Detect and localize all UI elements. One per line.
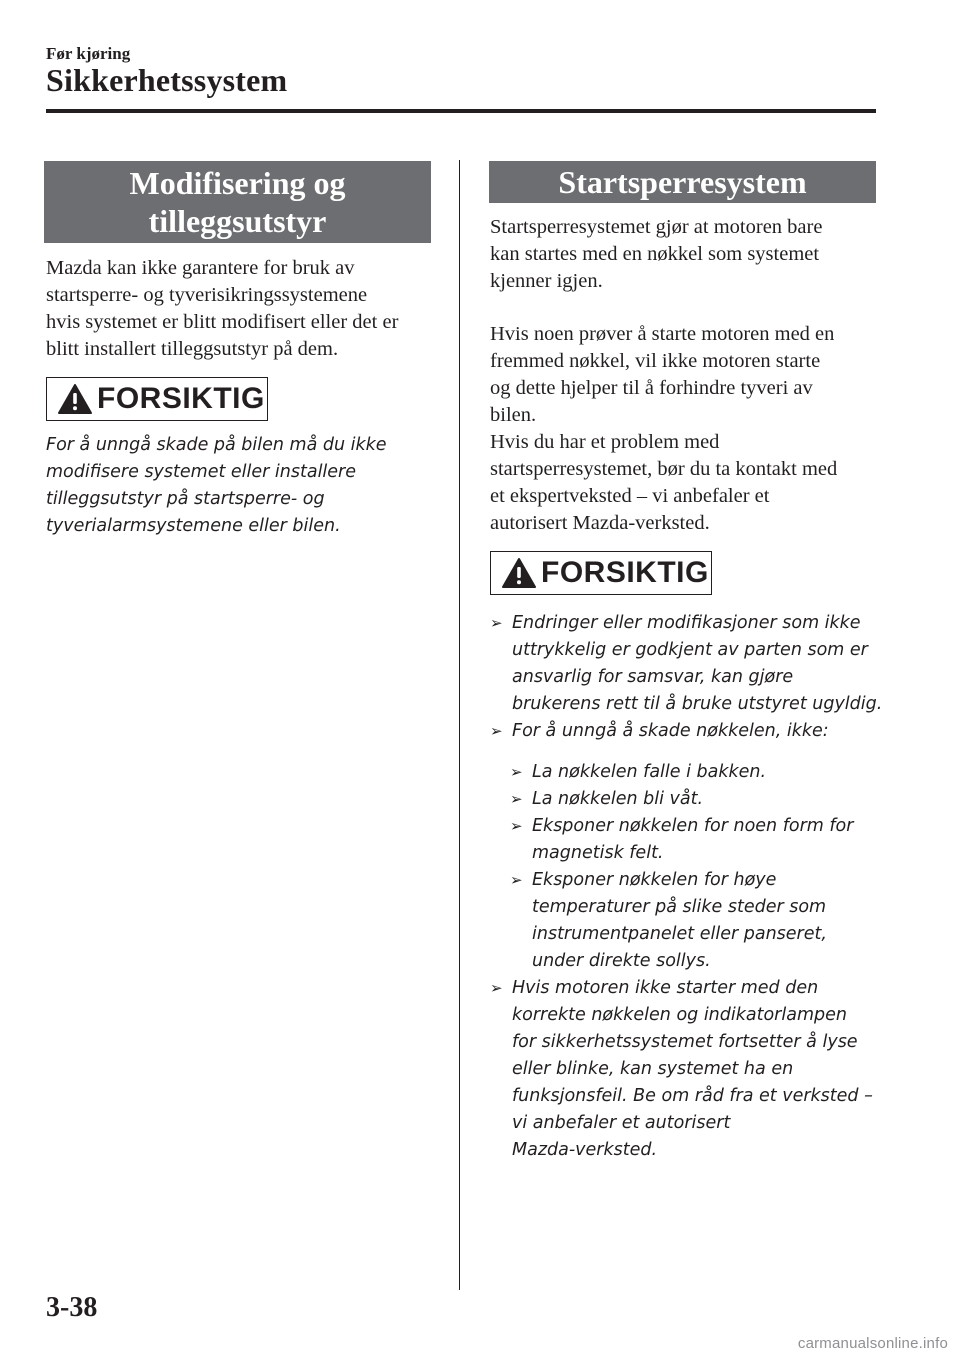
body-line: Hvis noen prøver å starte motoren med en bbox=[490, 323, 835, 345]
column-divider bbox=[459, 160, 460, 1290]
warning-triangle-icon bbox=[501, 557, 537, 589]
body-line: kan startes med en nøkkel som systemet bbox=[490, 243, 820, 265]
right-intro-paragraph bbox=[490, 214, 885, 295]
right-caution-header bbox=[490, 551, 712, 595]
caution-label: FORSIKTIG bbox=[541, 556, 709, 589]
caution-line: tyverialarmsystemene eller bilen. bbox=[46, 516, 341, 536]
left-body-paragraph bbox=[46, 255, 446, 363]
caution-line: tilleggsutstyr på startsperre- og bbox=[46, 489, 325, 509]
list-item bbox=[490, 975, 885, 1164]
sub-list-item bbox=[490, 786, 885, 813]
bullet-line: temperaturer på slike steder som bbox=[532, 897, 827, 917]
bullet-line: brukerens rett til å bruke utstyret ugyldig. bbox=[512, 694, 883, 714]
page-number: 3-38 bbox=[46, 1292, 98, 1323]
bullet-line: funksjonsfeil. Be om råd fra et verksted – bbox=[512, 1086, 873, 1106]
body-line: og dette hjelper til å forhindre tyveri av bbox=[490, 377, 813, 399]
body-line: autorisert Mazda-verksted. bbox=[490, 512, 710, 534]
caution-line: modifisere systemet eller installere bbox=[46, 462, 357, 482]
left-caution-header bbox=[46, 377, 268, 421]
body-line: hvis systemet er blitt modifisert eller det er bbox=[46, 311, 399, 333]
chapter-label: Før kjøring bbox=[46, 44, 131, 63]
bullet-line: ansvarlig for samsvar, kan gjøre bbox=[512, 667, 794, 687]
body-line: fremmed nøkkel, vil ikke motoren starte bbox=[490, 350, 821, 372]
arrowhead-bullet-icon: ➢ bbox=[510, 817, 523, 835]
arrowhead-bullet-icon: ➢ bbox=[490, 614, 503, 632]
caution-line: For å unngå skade på bilen må du ikke bbox=[46, 435, 387, 455]
bullet-line: Mazda-verksted. bbox=[512, 1140, 658, 1160]
bullet-line: Eksponer nøkkelen for høye bbox=[532, 870, 777, 890]
body-line: startsperresystemet, bør du ta kontakt med bbox=[490, 458, 838, 480]
body-line: et ekspertveksted – vi anbefaler et bbox=[490, 485, 770, 507]
right-section-banner: Startsperresystem bbox=[489, 161, 876, 203]
header-rule bbox=[46, 109, 876, 113]
bullet-line: La nøkkelen bli våt. bbox=[532, 789, 704, 809]
bullet-line: Endringer eller modifikasjoner som ikke bbox=[512, 613, 861, 633]
warning-triangle-icon bbox=[57, 383, 93, 415]
body-line: kjenner igjen. bbox=[490, 270, 603, 292]
bullet-line: Hvis motoren ikke starter med den bbox=[512, 978, 819, 998]
body-line: Hvis du har et problem med bbox=[490, 431, 720, 453]
bullet-line: vi anbefaler et autorisert bbox=[512, 1113, 731, 1133]
bullet-line: eller blinke, kan systemet ha en bbox=[512, 1059, 794, 1079]
bullet-line: magnetisk felt. bbox=[532, 843, 664, 863]
bullet-line: for sikkerhetssystemet fortsetter å lyse bbox=[512, 1032, 858, 1052]
list-item bbox=[490, 610, 885, 718]
bullet-line: For å unngå å skade nøkkelen, ikke: bbox=[512, 721, 829, 741]
sub-list-item bbox=[490, 813, 885, 867]
sub-list-item bbox=[490, 759, 885, 786]
watermark: carmanualsonline.info bbox=[797, 1335, 948, 1352]
body-line: startsperre- og tyverisikringssystemene bbox=[46, 284, 368, 306]
arrowhead-bullet-icon: ➢ bbox=[490, 979, 503, 997]
bullet-line: korrekte nøkkelen og indikatorlampen bbox=[512, 1005, 847, 1025]
left-banner-line: tilleggsutstyr bbox=[148, 203, 327, 239]
body-line: blitt installert tilleggsutstyr på dem. bbox=[46, 338, 339, 360]
bullet-line: uttrykkelig er godkjent av parten som er bbox=[512, 640, 868, 660]
bullet-line: Eksponer nøkkelen for noen form for bbox=[532, 816, 854, 836]
caution-bullet-list bbox=[490, 610, 885, 1164]
body-line: Startsperresystemet gjør at motoren bare bbox=[490, 216, 823, 238]
bullet-line: instrumentpanelet eller panseret, bbox=[532, 924, 827, 944]
left-section-banner bbox=[44, 161, 431, 243]
caution-label: FORSIKTIG bbox=[97, 382, 265, 415]
list-item bbox=[490, 718, 885, 745]
arrowhead-bullet-icon: ➢ bbox=[490, 722, 503, 740]
bullet-line: under direkte sollys. bbox=[532, 951, 711, 971]
body-line: bilen. bbox=[490, 404, 537, 426]
section-title: Sikkerhetssystem bbox=[46, 62, 288, 98]
bullet-line: La nøkkelen falle i bakken. bbox=[532, 762, 767, 782]
left-banner-line: Modifisering og bbox=[129, 165, 346, 201]
body-line: Mazda kan ikke garantere for bruk av bbox=[46, 257, 355, 279]
arrowhead-bullet-icon: ➢ bbox=[510, 763, 523, 781]
arrowhead-bullet-icon: ➢ bbox=[510, 871, 523, 889]
right-detail-paragraph bbox=[490, 321, 885, 537]
left-caution-text bbox=[46, 432, 446, 540]
sub-list-item bbox=[490, 867, 885, 975]
arrowhead-bullet-icon: ➢ bbox=[510, 790, 523, 808]
